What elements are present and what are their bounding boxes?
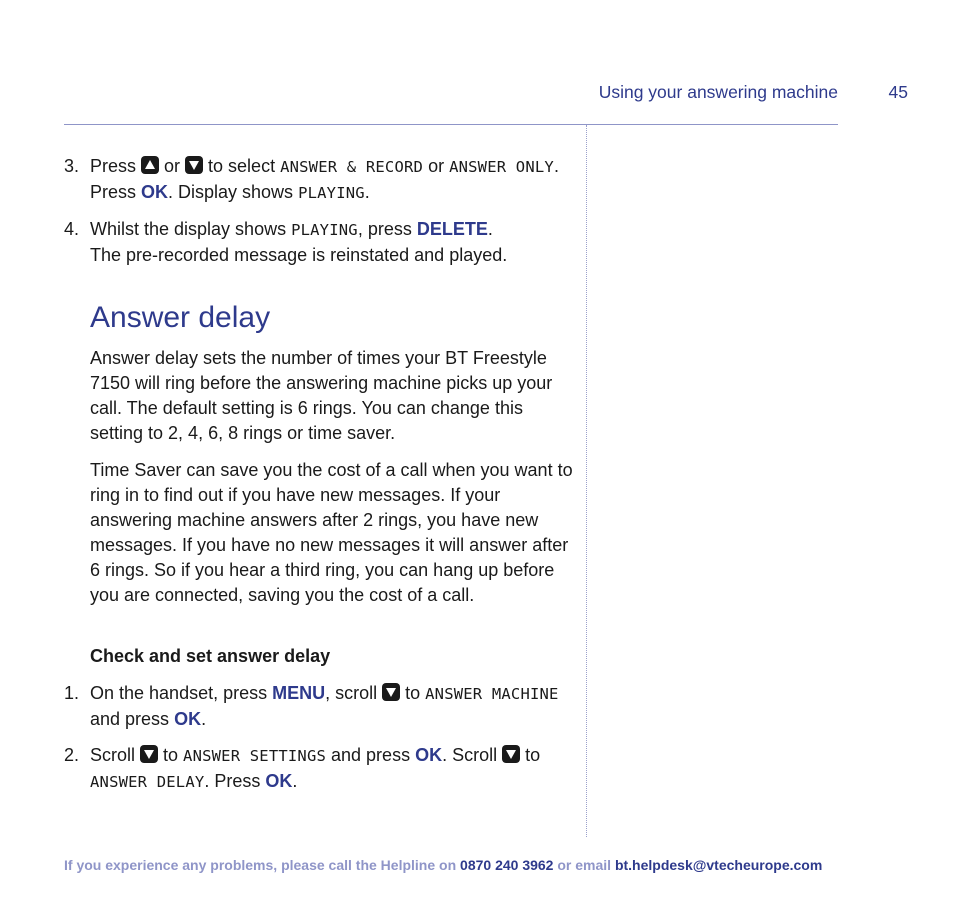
list-item — [64, 743, 574, 795]
step-text: On the handset, press MENU, scroll to ANSWER MACHINE and press OK. — [90, 683, 559, 729]
step-text: Whilst the display shows PLAYING, press DELETE. The pre-recorded message is reinstated and played. — [90, 219, 508, 265]
column-divider — [586, 125, 587, 837]
display-text: ANSWER DELAY — [90, 773, 205, 791]
display-text: ANSWER ONLY — [449, 158, 554, 176]
body-paragraph: Time Saver can save you the cost of a call when you want to ring in to find out if you have new messages. If your answering machine answers after 2 rings, you have new messages. If you have no new messages it will answer after 6 rings. So if you hear a third ring, you can hang up before you are connected, saving you the cost of a call. — [90, 460, 573, 605]
page-number: 45 — [888, 82, 908, 102]
up-arrow-key-icon — [141, 156, 159, 174]
display-text: ANSWER & RECORD — [280, 158, 424, 176]
header-rule — [64, 124, 838, 125]
key-label: OK — [415, 745, 443, 765]
key-label: OK — [265, 771, 293, 791]
down-arrow-key-icon — [502, 745, 520, 763]
list-item — [64, 217, 574, 268]
list-item — [64, 154, 574, 206]
main-column — [64, 154, 574, 806]
helpdesk-email: bt.helpdesk@vtecheurope.com — [614, 857, 823, 873]
step-text: Press or to select ANSWER & RECORD or ANSWER ONLY. Press OK. Display shows PLAYING. — [90, 156, 559, 202]
key-label: OK — [174, 709, 202, 729]
helpline-footer: If you experience any problems, please call the Helpline on 0870 240 3962 or email bt.helpdesk@vtecheurope.com — [64, 857, 823, 873]
display-text: ANSWER MACHINE — [425, 685, 559, 703]
display-text: PLAYING — [298, 184, 365, 202]
list-item — [64, 681, 574, 732]
running-header-title: Using your answering machine — [598, 82, 838, 102]
helpline-phone: 0870 240 3962 — [460, 857, 554, 873]
key-label: MENU — [272, 683, 326, 703]
section-heading: Answer delay — [90, 301, 271, 334]
down-arrow-key-icon — [140, 745, 158, 763]
step-number: 3. — [64, 156, 80, 176]
key-label: DELETE — [416, 219, 488, 239]
down-arrow-key-icon — [185, 156, 203, 174]
body-paragraph: Answer delay sets the number of times your BT Freestyle 7150 will ring before the answering machine picks up your call. The default setting is 6 rings. You can change this setting to 2, 4, 6, 8 rings or time saver. — [90, 348, 553, 443]
step-text: Scroll to ANSWER SETTINGS and press OK. Scroll to ANSWER DELAY. Press OK. — [90, 745, 541, 791]
step-number: 2. — [64, 745, 80, 765]
display-text: ANSWER SETTINGS — [183, 747, 327, 765]
subheading: Check and set answer delay — [90, 646, 331, 666]
step-number: 1. — [64, 683, 80, 703]
step-number: 4. — [64, 219, 80, 239]
display-text: PLAYING — [291, 221, 358, 239]
key-label: OK — [141, 182, 169, 202]
down-arrow-key-icon — [382, 683, 400, 701]
